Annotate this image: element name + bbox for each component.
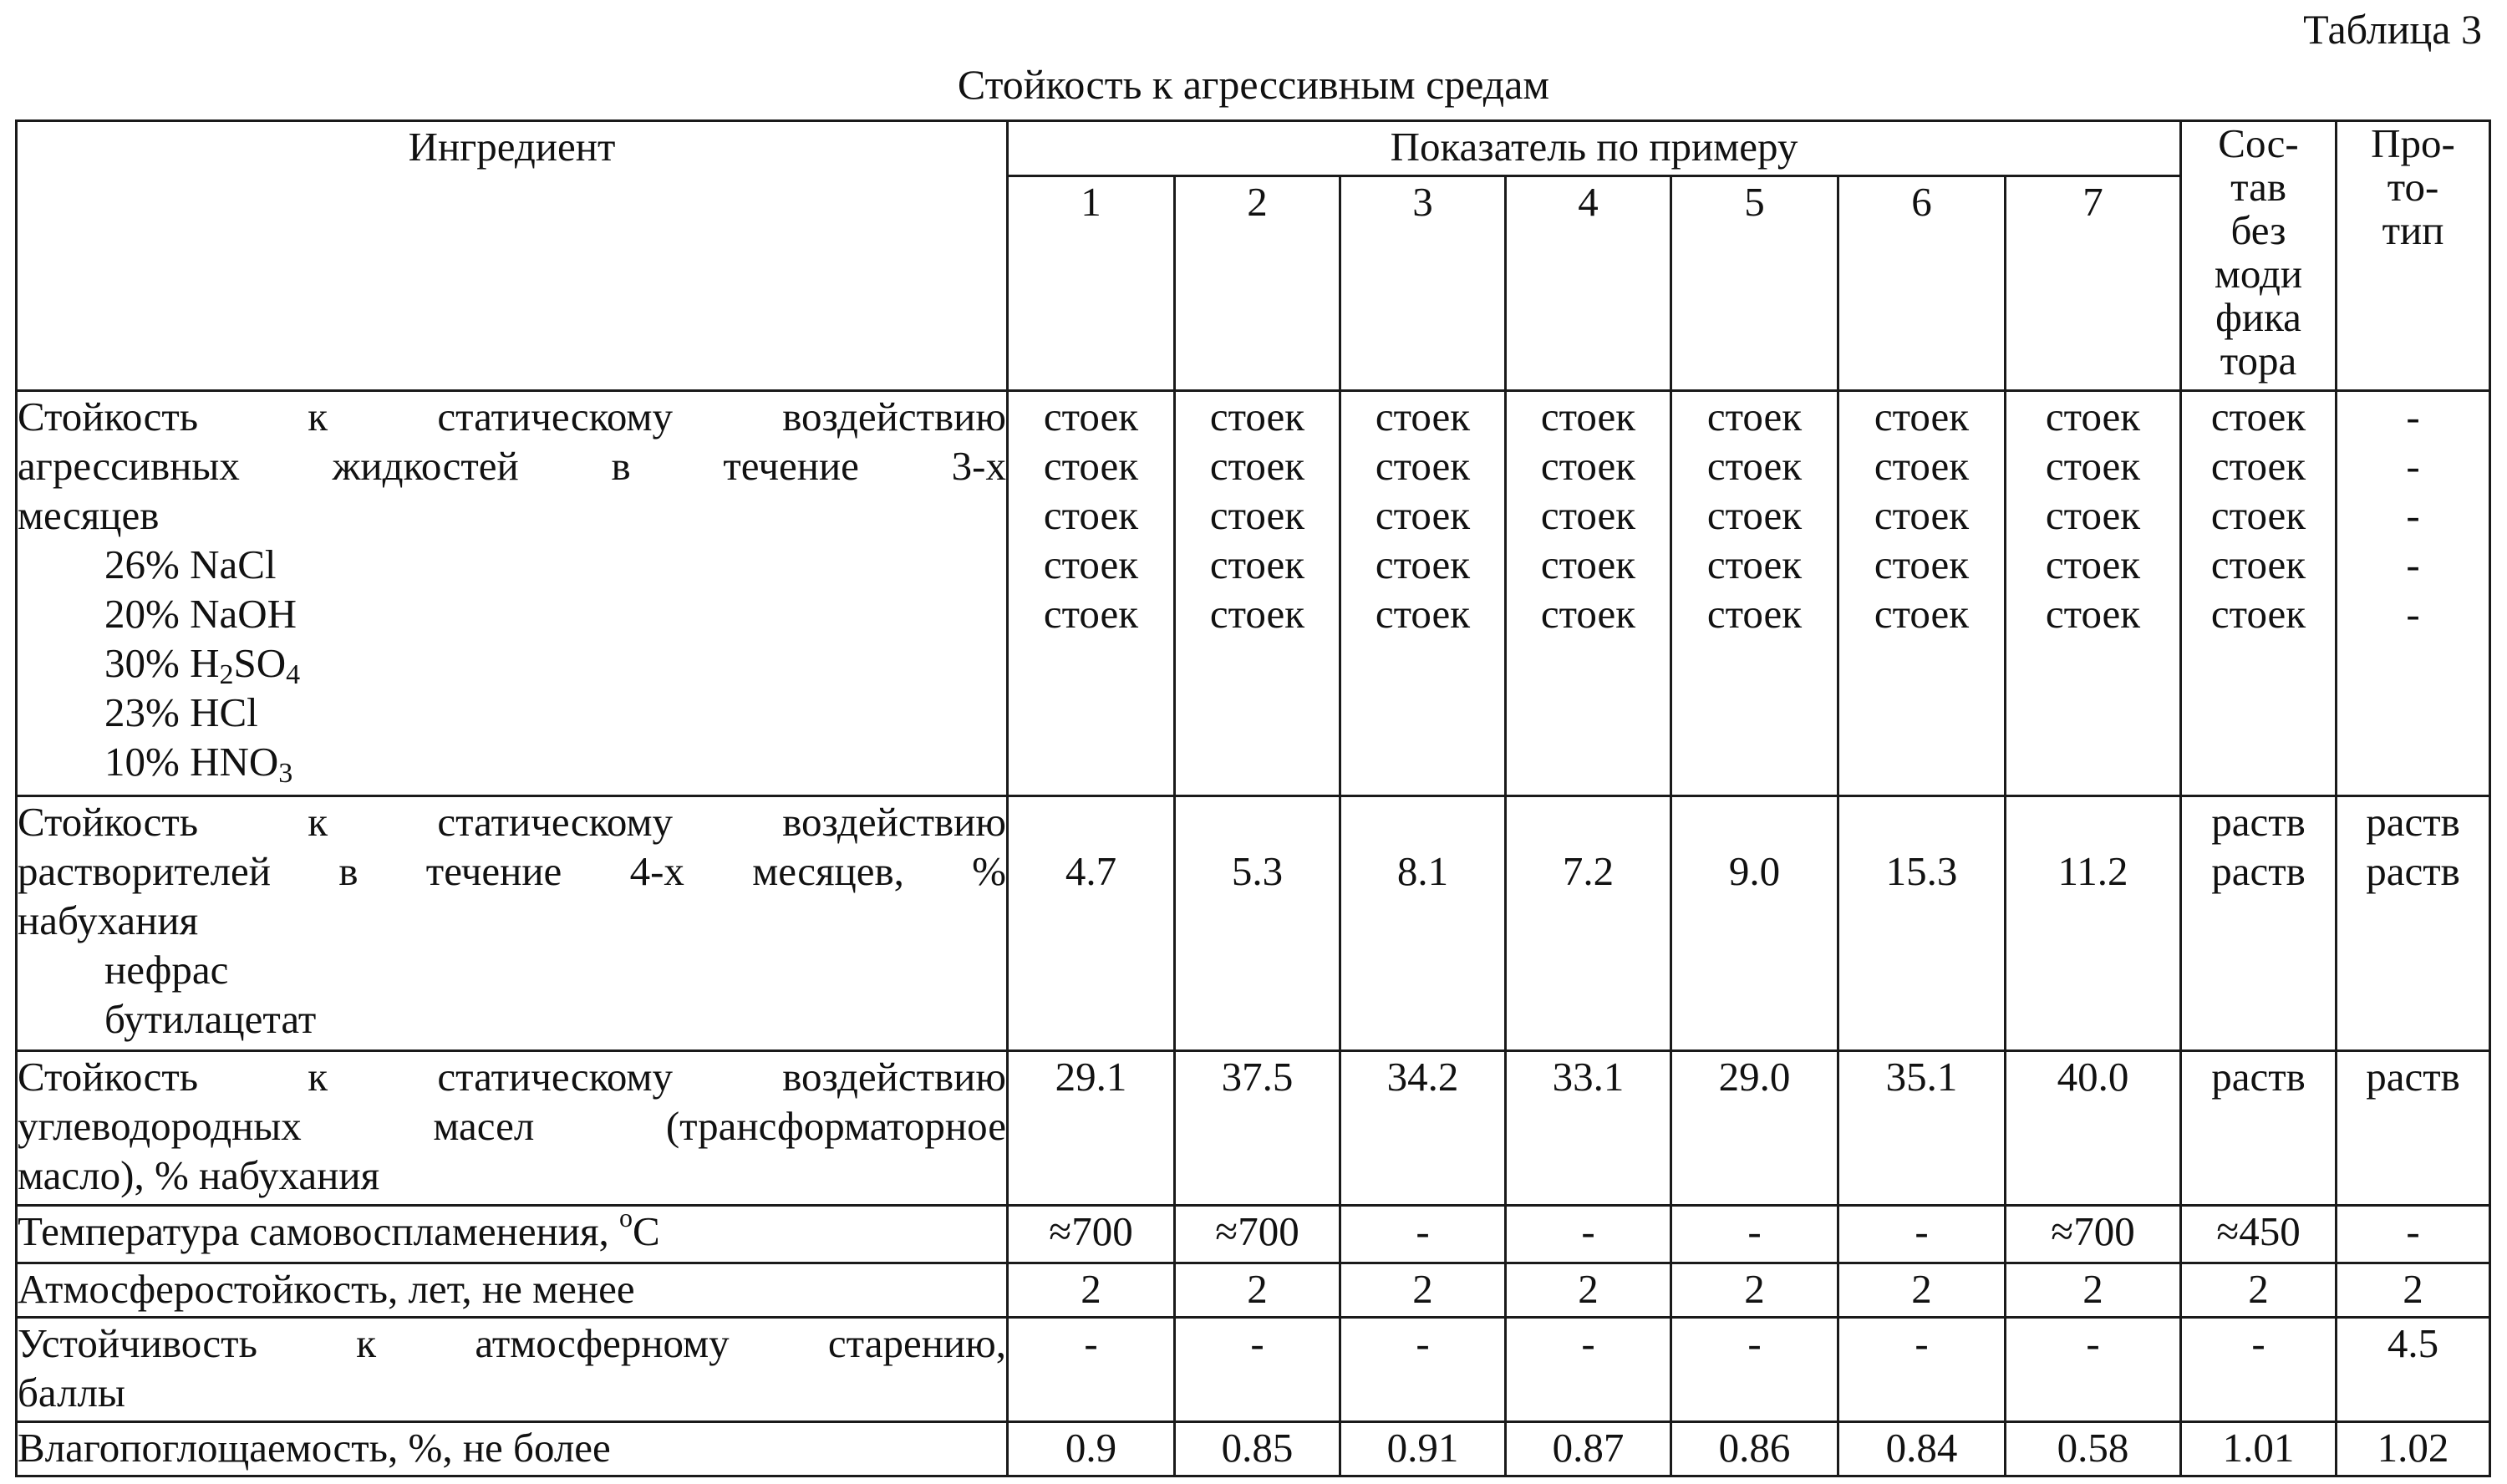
ignition-val-6: - — [1838, 1206, 2006, 1263]
liquids-title: Стойкость к статическому воздействию агрессивных жидкостей в течение 3-х месяцев 26% NaCl 20% NaOH 30% $H_2SO_4$ 23% HCl 10% $HNO_3$ — [17, 391, 1008, 796]
header-example-1: 1 — [1008, 176, 1175, 391]
aging-val-5: - — [1671, 1318, 1838, 1422]
table-caption: Стойкость к агрессивным средам — [957, 61, 1550, 108]
row-oils — [17, 1051, 2490, 1206]
table-number: Таблица 3 — [2303, 6, 2482, 53]
oils-val-5: 29.0 — [1671, 1051, 1838, 1206]
weather-val-6: 2 — [1838, 1263, 2006, 1318]
aging-val-7: - — [2006, 1318, 2181, 1422]
ignition-val-no-modifier: ≈450 — [2181, 1206, 2337, 1263]
oils-val-6: 35.1 — [1838, 1051, 2006, 1206]
moisture-val-4: 0.87 — [1506, 1422, 1671, 1476]
solvents-col-2: 5.3 — [1175, 796, 1340, 1051]
oils-title: Стойкость к статическому воздействию углеводородных масел (трансформаторное масло), % набухания — [17, 1051, 1008, 1206]
liquids-col-4: стоек стоек стоек стоек стоек — [1506, 391, 1671, 796]
oils-val-4: 33.1 — [1506, 1051, 1671, 1206]
ignition-val-1: ≈700 — [1008, 1206, 1175, 1263]
header-row — [17, 121, 2490, 176]
liquid-hno3: 10% $HNO_3$ — [104, 739, 293, 789]
ignition-val-3: - — [1340, 1206, 1506, 1263]
row-aging — [17, 1318, 2490, 1422]
moisture-label: Влагопоглощаемость, %, не более — [17, 1422, 1008, 1476]
weather-val-2: 2 — [1175, 1263, 1340, 1318]
ignition-val-prototype: - — [2337, 1206, 2490, 1263]
moisture-val-2: 0.85 — [1175, 1422, 1340, 1476]
header-group: Показатель по примеру — [1008, 121, 2181, 176]
liquids-col-no-modifier: стоек стоек стоек стоек стоек — [2181, 391, 2337, 796]
header-example-4: 4 — [1506, 176, 1671, 391]
oils-val-no-modifier: раств — [2181, 1051, 2337, 1206]
oils-val-2: 37.5 — [1175, 1051, 1340, 1206]
row-weather — [17, 1263, 2490, 1318]
liquids-col-5: стоек стоек стоек стоек стоек — [1671, 391, 1838, 796]
solvents-col-no-modifier: раств раств — [2181, 796, 2337, 1051]
liquids-col-3: стоек стоек стоек стоек стоек — [1340, 391, 1506, 796]
solvents-col-3: 8.1 — [1340, 796, 1506, 1051]
liquids-col-2: стоек стоек стоек стоек стоек — [1175, 391, 1340, 796]
header-example-2: 2 — [1175, 176, 1340, 391]
weather-val-7: 2 — [2006, 1263, 2181, 1318]
header-example-7: 7 — [2006, 176, 2181, 391]
aging-val-no-modifier: - — [2181, 1318, 2337, 1422]
resistance-table — [15, 119, 2491, 1477]
header-prototype: Про- то- тип — [2337, 121, 2490, 391]
solvents-col-7: 11.2 — [2006, 796, 2181, 1051]
liquids-col-1: стоек стоек стоек стоек стоек — [1008, 391, 1175, 796]
weather-val-4: 2 — [1506, 1263, 1671, 1318]
aging-val-prototype: 4.5 — [2337, 1318, 2490, 1422]
weather-val-prototype: 2 — [2337, 1263, 2490, 1318]
moisture-val-1: 0.9 — [1008, 1422, 1175, 1476]
weather-val-3: 2 — [1340, 1263, 1506, 1318]
liquids-col-6: стоек стоек стоек стоек стоек — [1838, 391, 2006, 796]
aging-val-6: - — [1838, 1318, 2006, 1422]
moisture-val-no-modifier: 1.01 — [2181, 1422, 2337, 1476]
solvents-col-prototype: раств раств — [2337, 796, 2490, 1051]
row-ignition — [17, 1206, 2490, 1263]
oils-val-prototype: раств — [2337, 1051, 2490, 1206]
header-no-modifier: Сос- тав без моди фика тора — [2181, 121, 2337, 391]
aging-title: Устойчивость к атмосферному старению, баллы — [17, 1318, 1008, 1422]
row-moisture — [17, 1422, 2490, 1476]
oils-val-3: 34.2 — [1340, 1051, 1506, 1206]
row-liquids — [17, 391, 2490, 796]
solvents-col-1: 4.7 — [1008, 796, 1175, 1051]
ignition-val-2: ≈700 — [1175, 1206, 1340, 1263]
header-example-3: 3 — [1340, 176, 1506, 391]
solvents-col-4: 7.2 — [1506, 796, 1671, 1051]
ignition-val-4: - — [1506, 1206, 1671, 1263]
solvent-nefras: нефрас — [104, 947, 229, 993]
aging-val-3: - — [1340, 1318, 1506, 1422]
header-example-5: 5 — [1671, 176, 1838, 391]
moisture-val-7: 0.58 — [2006, 1422, 2181, 1476]
header-ingredient: Ингредиент — [17, 121, 1008, 391]
liquid-h2so4: 30% $H_2SO_4$ — [104, 640, 301, 690]
ignition-val-5: - — [1671, 1206, 1838, 1263]
moisture-val-3: 0.91 — [1340, 1422, 1506, 1476]
ignition-val-7: ≈700 — [2006, 1206, 2181, 1263]
oils-val-1: 29.1 — [1008, 1051, 1175, 1206]
aging-val-1: - — [1008, 1318, 1175, 1422]
solvent-butyl-acetate: бутилацетат — [104, 996, 317, 1042]
liquid-naoh: 20% NaOH — [104, 591, 297, 637]
header-example-6: 6 — [1838, 176, 2006, 391]
moisture-val-5: 0.86 — [1671, 1422, 1838, 1476]
solvents-col-5: 9.0 — [1671, 796, 1838, 1051]
moisture-val-prototype: 1.02 — [2337, 1422, 2490, 1476]
weather-val-5: 2 — [1671, 1263, 1838, 1318]
solvents-col-6: 15.3 — [1838, 796, 2006, 1051]
weather-val-no-modifier: 2 — [2181, 1263, 2337, 1318]
weather-label: Атмосферостойкость, лет, не менее — [17, 1263, 1008, 1318]
solvents-title: Стойкость к статическому воздействию растворителей в течение 4-х месяцев, % набухания нефрас бутилацетат — [17, 796, 1008, 1051]
moisture-val-6: 0.84 — [1838, 1422, 2006, 1476]
row-solvents — [17, 796, 2490, 1051]
aging-val-4: - — [1506, 1318, 1671, 1422]
liquid-nacl: 26% NaCl — [104, 541, 277, 587]
liquid-hcl: 23% HCl — [104, 689, 258, 735]
ignition-label: Температура самовоспламенения, $^o$C — [17, 1206, 1008, 1263]
liquids-col-7: стоек стоек стоек стоек стоек — [2006, 391, 2181, 796]
oils-val-7: 40.0 — [2006, 1051, 2181, 1206]
aging-val-2: - — [1175, 1318, 1340, 1422]
liquids-col-prototype: - - - - - — [2337, 391, 2490, 796]
weather-val-1: 2 — [1008, 1263, 1175, 1318]
